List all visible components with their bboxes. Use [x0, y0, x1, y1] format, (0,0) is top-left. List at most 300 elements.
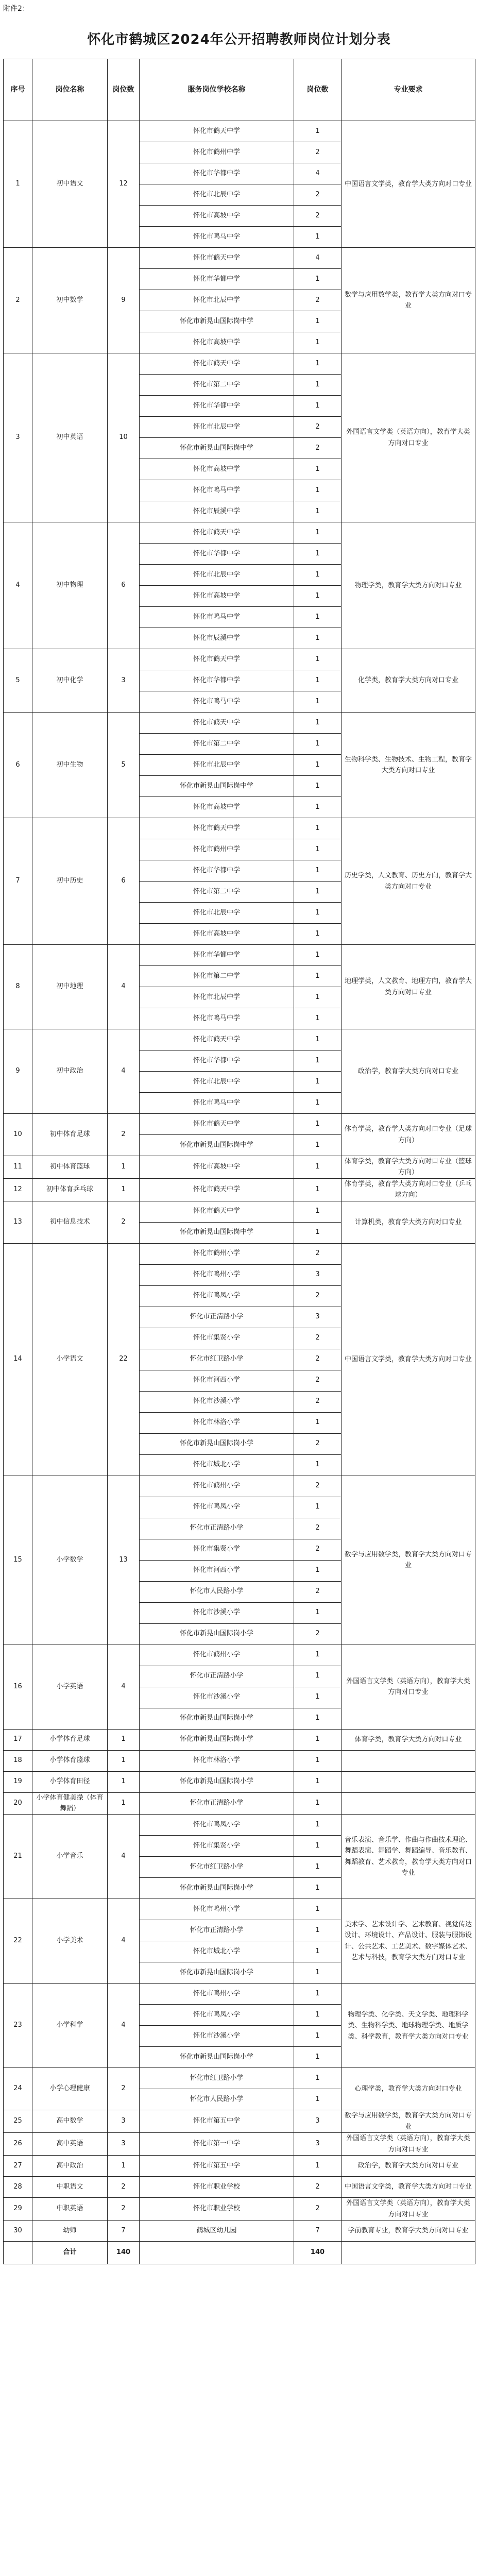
school-count-cell: 2 — [294, 184, 342, 206]
school-name-cell: 怀化市辰溪中学 — [140, 501, 294, 522]
post-name-cell: 初中化学 — [32, 649, 108, 713]
school-name-cell: 怀化市鹤天中学 — [140, 1114, 294, 1135]
school-name-cell: 怀化市北辰中学 — [140, 987, 294, 1008]
school-name-cell: 怀化市林洛小学 — [140, 1412, 294, 1433]
table-row — [4, 1771, 475, 1792]
school-name-cell: 怀化市鹤天中学 — [140, 818, 294, 839]
school-count-cell: 1 — [294, 966, 342, 987]
seq-cell: 2 — [4, 248, 32, 353]
table-row — [4, 2110, 475, 2133]
school-count-cell: 1 — [294, 353, 342, 375]
post-count-cell: 3 — [108, 2110, 140, 2133]
school-name-cell: 怀化市人民路小学 — [140, 1581, 294, 1602]
school-name-cell: 怀化市华都中学 — [140, 670, 294, 691]
school-name-cell: 怀化市正清路小学 — [140, 1920, 294, 1941]
post-name-cell: 小学体育健美操（体育舞蹈） — [32, 1792, 108, 1815]
school-count-cell: 2 — [294, 1243, 342, 1264]
school-count-cell: 1 — [294, 776, 342, 797]
school-name-cell: 怀化市鹤天中学 — [140, 522, 294, 544]
school-name-cell: 怀化市红卫路小学 — [140, 1857, 294, 1878]
school-count-cell: 2 — [294, 438, 342, 459]
school-count-cell: 3 — [294, 1264, 342, 1285]
post-count-cell: 1 — [108, 1178, 140, 1201]
school-name-cell: 怀化市鸣马中学 — [140, 1093, 294, 1114]
footer-label: 合计 — [32, 2241, 108, 2264]
post-name-cell: 小学心理健康 — [32, 2068, 108, 2110]
school-name-cell: 鹤城区幼儿园 — [140, 2220, 294, 2241]
school-count-cell: 1 — [294, 1412, 342, 1433]
post-count-cell: 13 — [108, 1476, 140, 1645]
school-count-cell: 1 — [294, 1050, 342, 1072]
footer-seq-cell — [4, 2241, 32, 2264]
post-count-cell: 7 — [108, 2220, 140, 2241]
school-name-cell: 怀化市鸣凤小学 — [140, 1497, 294, 1518]
attachment-label: 附件2： — [3, 5, 29, 13]
school-name-cell: 怀化市鹤天中学 — [140, 1201, 294, 1222]
table-row — [4, 1645, 475, 1666]
school-name-cell: 怀化市城北小学 — [140, 1941, 294, 1962]
school-name-cell: 怀化市第二中学 — [140, 375, 294, 396]
school-count-cell: 3 — [294, 1307, 342, 1328]
post-count-cell: 4 — [108, 1029, 140, 1114]
school-count-cell: 2 — [294, 206, 342, 227]
seq-cell: 30 — [4, 2220, 32, 2241]
school-count-cell: 3 — [294, 2133, 342, 2156]
post-name-cell: 小学体育田径 — [32, 1771, 108, 1792]
post-name-cell: 中职语文 — [32, 2177, 108, 2198]
requirement-cell: 外国语言文学类（英语方向），教育学大类方向对口专业 — [342, 353, 475, 522]
header-requirement: 专业要求 — [342, 59, 475, 121]
requirement-cell — [342, 1792, 475, 1815]
school-count-cell: 1 — [294, 924, 342, 945]
table-body — [4, 121, 475, 2242]
post-count-cell: 5 — [108, 713, 140, 818]
post-name-cell: 初中政治 — [32, 1029, 108, 1114]
table-row — [4, 1201, 475, 1222]
school-count-cell: 4 — [294, 163, 342, 184]
post-name-cell: 小学音乐 — [32, 1815, 108, 1899]
seq-cell: 9 — [4, 1029, 32, 1114]
school-name-cell: 怀化市鹤天中学 — [140, 1178, 294, 1201]
school-count-cell: 1 — [294, 1899, 342, 1920]
school-name-cell: 怀化市华都中学 — [140, 163, 294, 184]
school-count-cell: 1 — [294, 670, 342, 691]
seq-cell: 21 — [4, 1815, 32, 1899]
requirement-cell: 外国语言文学类（英语方向），教育学大类方向对口专业 — [342, 1645, 475, 1729]
post-count-cell: 1 — [108, 1156, 140, 1179]
school-count-cell: 1 — [294, 607, 342, 628]
table-row — [4, 1156, 475, 1179]
post-name-cell: 初中历史 — [32, 818, 108, 945]
post-count-cell: 4 — [108, 1815, 140, 1899]
seq-cell: 23 — [4, 1984, 32, 2068]
school-name-cell: 怀化市沙溪小学 — [140, 1602, 294, 1623]
post-count-cell: 1 — [108, 1729, 140, 1750]
table-row — [4, 2198, 475, 2221]
school-count-cell: 2 — [294, 1623, 342, 1645]
school-name-cell: 怀化市华都中学 — [140, 945, 294, 966]
school-name-cell: 怀化市华都中学 — [140, 544, 294, 565]
post-count-cell: 12 — [108, 121, 140, 248]
school-count-cell: 2 — [294, 1391, 342, 1412]
document-title: 怀化市鹤城区2024年公开招聘教师岗位计划分表 — [87, 32, 391, 47]
school-name-cell: 怀化市辰溪中学 — [140, 628, 294, 649]
table-row — [4, 2177, 475, 2198]
school-count-cell: 1 — [294, 1962, 342, 1984]
school-count-cell: 2 — [294, 1476, 342, 1497]
header-school-count: 岗位数 — [294, 59, 342, 121]
post-count-cell: 6 — [108, 818, 140, 945]
school-name-cell: 怀化市职业学校 — [140, 2198, 294, 2221]
table-footer-row — [4, 2241, 475, 2264]
table-row — [4, 248, 475, 269]
school-count-cell: 1 — [294, 544, 342, 565]
requirement-cell: 数学与应用数学类，教育学大类方向对口专业 — [342, 2110, 475, 2133]
school-count-cell: 1 — [294, 1941, 342, 1962]
school-name-cell: 怀化市第二中学 — [140, 966, 294, 987]
school-name-cell: 怀化市新晃山国际岗中学 — [140, 776, 294, 797]
requirement-cell: 中国语言文学类，教育学大类方向对口专业 — [342, 1243, 475, 1476]
school-count-cell: 1 — [294, 628, 342, 649]
post-name-cell: 高中政治 — [32, 2156, 108, 2177]
school-name-cell: 怀化市第二中学 — [140, 734, 294, 755]
post-name-cell: 初中英语 — [32, 353, 108, 522]
post-name-cell: 小学体育篮球 — [32, 1750, 108, 1771]
school-name-cell: 怀化市林洛小学 — [140, 1750, 294, 1771]
school-count-cell: 1 — [294, 1454, 342, 1476]
post-count-cell: 3 — [108, 2133, 140, 2156]
post-count-cell: 4 — [108, 1899, 140, 1984]
requirement-cell: 化学类，教育学大类方向对口专业 — [342, 649, 475, 713]
post-name-cell: 初中体育乒乓球 — [32, 1178, 108, 1201]
table-header-row — [4, 59, 475, 121]
school-name-cell: 怀化市鸣州小学 — [140, 1264, 294, 1285]
post-count-cell: 2 — [108, 1114, 140, 1156]
table-row — [4, 2133, 475, 2156]
post-count-cell: 1 — [108, 1771, 140, 1792]
school-name-cell: 怀化市鹤天中学 — [140, 1029, 294, 1050]
school-name-cell: 怀化市新晃山国际岗中学 — [140, 438, 294, 459]
school-count-cell: 2 — [294, 290, 342, 311]
seq-cell: 5 — [4, 649, 32, 713]
school-count-cell: 2 — [294, 142, 342, 163]
requirement-cell: 历史学类，人文教育、历史方向，教育学大类方向对口专业 — [342, 818, 475, 945]
school-name-cell: 怀化市新晃山国际岗小学 — [140, 1433, 294, 1454]
school-count-cell: 1 — [294, 1645, 342, 1666]
header-post: 岗位名称 — [32, 59, 108, 121]
seq-cell: 25 — [4, 2110, 32, 2133]
school-name-cell: 怀化市鹤州小学 — [140, 1476, 294, 1497]
school-name-cell: 怀化市高坡中学 — [140, 1156, 294, 1179]
post-count-cell: 10 — [108, 353, 140, 522]
school-name-cell: 怀化市正清路小学 — [140, 1666, 294, 1687]
school-name-cell: 怀化市新晃山国际岗中学 — [140, 1135, 294, 1156]
seq-cell: 15 — [4, 1476, 32, 1645]
header-seq: 序号 — [4, 59, 32, 121]
school-name-cell: 怀化市新晃山国际岗中学 — [140, 311, 294, 332]
requirement-cell: 物理学类、化学类、天文学类、地理科学类、生物科学类、地球物理学类、地质学类、科学教育，教育学大类方向对口专业 — [342, 1984, 475, 2068]
school-name-cell: 怀化市正清路小学 — [140, 1792, 294, 1815]
table-row — [4, 818, 475, 839]
school-count-cell: 1 — [294, 1687, 342, 1708]
school-count-cell: 1 — [294, 1093, 342, 1114]
school-count-cell: 1 — [294, 1920, 342, 1941]
post-name-cell: 初中物理 — [32, 522, 108, 649]
school-count-cell: 2 — [294, 1285, 342, 1307]
school-count-cell: 1 — [294, 797, 342, 818]
school-name-cell: 怀化市新晃山国际岗中学 — [140, 1222, 294, 1243]
post-name-cell: 高中数学 — [32, 2110, 108, 2133]
table-row — [4, 2220, 475, 2241]
post-name-cell: 初中语文 — [32, 121, 108, 248]
post-name-cell: 初中信息技术 — [32, 1201, 108, 1243]
school-count-cell: 1 — [294, 1708, 342, 1729]
school-name-cell: 怀化市华都中学 — [140, 269, 294, 290]
school-name-cell: 怀化市集贤小学 — [140, 1328, 294, 1349]
school-name-cell: 怀化市沙溪小学 — [140, 1391, 294, 1412]
school-count-cell: 2 — [294, 1539, 342, 1560]
school-name-cell: 怀化市鸣州小学 — [140, 1984, 294, 2005]
school-count-cell: 1 — [294, 501, 342, 522]
school-count-cell: 1 — [294, 987, 342, 1008]
table-row — [4, 522, 475, 544]
school-count-cell: 1 — [294, 1222, 342, 1243]
seq-cell: 8 — [4, 945, 32, 1029]
school-count-cell: 1 — [294, 227, 342, 248]
table-row — [4, 1029, 475, 1050]
seq-cell: 12 — [4, 1178, 32, 1201]
table-row — [4, 1114, 475, 1135]
school-count-cell: 1 — [294, 1792, 342, 1815]
school-name-cell: 怀化市红卫路小学 — [140, 2068, 294, 2089]
seq-cell: 6 — [4, 713, 32, 818]
table-row — [4, 1750, 475, 1771]
seq-cell: 11 — [4, 1156, 32, 1179]
school-count-cell: 1 — [294, 945, 342, 966]
requirement-cell — [342, 1750, 475, 1771]
school-name-cell: 怀化市鸣凤小学 — [140, 2005, 294, 2026]
post-name-cell: 初中生物 — [32, 713, 108, 818]
school-count-cell: 1 — [294, 1666, 342, 1687]
school-count-cell: 1 — [294, 1984, 342, 2005]
seq-cell: 10 — [4, 1114, 32, 1156]
school-count-cell: 4 — [294, 248, 342, 269]
post-count-cell: 1 — [108, 1750, 140, 1771]
seq-cell: 29 — [4, 2198, 32, 2221]
post-name-cell: 小学科学 — [32, 1984, 108, 2068]
school-name-cell: 怀化市高坡中学 — [140, 332, 294, 353]
school-count-cell: 2 — [294, 2177, 342, 2198]
post-name-cell: 小学美术 — [32, 1899, 108, 1984]
school-count-cell: 1 — [294, 480, 342, 501]
school-count-cell: 1 — [294, 1771, 342, 1792]
school-name-cell: 怀化市北辰中学 — [140, 903, 294, 924]
school-name-cell: 怀化市华都中学 — [140, 1050, 294, 1072]
post-name-cell: 幼师 — [32, 2220, 108, 2241]
school-count-cell: 1 — [294, 565, 342, 586]
school-count-cell: 2 — [294, 417, 342, 438]
table-row — [4, 353, 475, 375]
school-name-cell: 怀化市沙溪小学 — [140, 2026, 294, 2047]
school-count-cell: 1 — [294, 1750, 342, 1771]
school-name-cell: 怀化市新晃山国际岗小学 — [140, 1708, 294, 1729]
requirement-cell: 外国语言文学类（英语方向），教育学大类方向对口专业 — [342, 2198, 475, 2221]
school-name-cell: 怀化市鹤天中学 — [140, 713, 294, 734]
table-row — [4, 1178, 475, 1201]
school-count-cell: 1 — [294, 2026, 342, 2047]
post-name-cell: 中职英语 — [32, 2198, 108, 2221]
seq-cell: 28 — [4, 2177, 32, 2198]
school-count-cell: 2 — [294, 1518, 342, 1539]
table-row — [4, 713, 475, 734]
school-count-cell: 1 — [294, 1135, 342, 1156]
school-name-cell: 怀化市华都中学 — [140, 860, 294, 882]
school-count-cell: 1 — [294, 882, 342, 903]
seq-cell: 19 — [4, 1771, 32, 1792]
requirement-cell: 政治学，教育学大类方向对口专业 — [342, 2156, 475, 2177]
header-school: 服务岗位学校名称 — [140, 59, 294, 121]
post-count-cell: 4 — [108, 1984, 140, 2068]
school-name-cell: 怀化市新晃山国际岗小学 — [140, 1729, 294, 1750]
header-post-count: 岗位数 — [108, 59, 140, 121]
school-count-cell: 2 — [294, 1433, 342, 1454]
table-row — [4, 649, 475, 670]
requirement-cell: 外国语言文学类（英语方向），教育学大类方向对口专业 — [342, 2133, 475, 2156]
school-name-cell: 怀化市鸣州小学 — [140, 1899, 294, 1920]
school-name-cell: 怀化市新晃山国际岗小学 — [140, 1878, 294, 1899]
school-count-cell: 1 — [294, 1602, 342, 1623]
school-name-cell: 怀化市第二中学 — [140, 882, 294, 903]
school-name-cell: 怀化市鸣马中学 — [140, 1008, 294, 1029]
school-count-cell: 1 — [294, 375, 342, 396]
school-count-cell: 1 — [294, 1857, 342, 1878]
school-count-cell: 1 — [294, 2047, 342, 2068]
post-count-cell: 4 — [108, 1645, 140, 1729]
seq-cell: 16 — [4, 1645, 32, 1729]
post-name-cell: 高中英语 — [32, 2133, 108, 2156]
table-row — [4, 121, 475, 142]
school-name-cell: 怀化市鸣凤小学 — [140, 1815, 294, 1836]
school-name-cell: 怀化市新晃山国际岗小学 — [140, 2047, 294, 2068]
table-row — [4, 1899, 475, 1920]
school-name-cell: 怀化市北辰中学 — [140, 290, 294, 311]
school-count-cell: 1 — [294, 396, 342, 417]
school-name-cell: 怀化市河西小学 — [140, 1560, 294, 1581]
school-count-cell: 1 — [294, 522, 342, 544]
seq-cell: 1 — [4, 121, 32, 248]
table-row — [4, 945, 475, 966]
table-row — [4, 1984, 475, 2005]
seq-cell: 22 — [4, 1899, 32, 1984]
school-name-cell: 怀化市红卫路小学 — [140, 1349, 294, 1370]
school-count-cell: 1 — [294, 2068, 342, 2089]
requirement-cell: 美术学、艺术设计学、艺术教育、视觉传达设计、环境设计、产品设计、服装与服饰设计、公共艺术、工艺美术、数字媒体艺术、艺术与科技，教育学大类方向对口专业 — [342, 1899, 475, 1984]
post-count-cell: 2 — [108, 1201, 140, 1243]
school-count-cell: 1 — [294, 1201, 342, 1222]
school-name-cell: 怀化市高坡中学 — [140, 797, 294, 818]
requirement-cell: 中国语言文学类，教育学大类方向对口专业 — [342, 121, 475, 248]
school-count-cell: 3 — [294, 2110, 342, 2133]
school-count-cell: 1 — [294, 121, 342, 142]
seq-cell: 3 — [4, 353, 32, 522]
school-count-cell: 1 — [294, 459, 342, 480]
school-count-cell: 1 — [294, 1072, 342, 1093]
school-name-cell: 怀化市鸣马中学 — [140, 607, 294, 628]
seq-cell: 20 — [4, 1792, 32, 1815]
school-count-cell: 2 — [294, 2198, 342, 2221]
school-name-cell: 怀化市鹤天中学 — [140, 353, 294, 375]
school-count-cell: 2 — [294, 1370, 342, 1391]
seq-cell: 18 — [4, 1750, 32, 1771]
requirement-cell: 体育学类，教育学大类方向对口专业（乒乓球方向） — [342, 1178, 475, 1201]
school-name-cell: 怀化市北辰中学 — [140, 1072, 294, 1093]
school-name-cell: 怀化市第五中学 — [140, 2156, 294, 2177]
school-count-cell: 2 — [294, 1581, 342, 1602]
post-name-cell: 小学体育足球 — [32, 1729, 108, 1750]
requirement-cell: 地理学类，人文教育、地理方向，教育学大类方向对口专业 — [342, 945, 475, 1029]
school-name-cell: 怀化市鹤天中学 — [140, 121, 294, 142]
school-count-cell: 7 — [294, 2220, 342, 2241]
requirement-cell: 数学与应用数学类，教育学大类方向对口专业 — [342, 248, 475, 353]
school-name-cell: 怀化市新晃山国际岗小学 — [140, 1623, 294, 1645]
school-name-cell: 怀化市鹤州中学 — [140, 839, 294, 860]
footer-req-cell — [342, 2241, 475, 2264]
post-name-cell: 小学英语 — [32, 1645, 108, 1729]
school-name-cell: 怀化市河西小学 — [140, 1370, 294, 1391]
school-name-cell: 怀化市新晃山国际岗小学 — [140, 1771, 294, 1792]
footer-total-posts: 140 — [108, 2241, 140, 2264]
table-row — [4, 1792, 475, 1815]
school-name-cell: 怀化市鸣凤小学 — [140, 1285, 294, 1307]
school-count-cell: 1 — [294, 1029, 342, 1050]
school-name-cell: 怀化市鹤州中学 — [140, 142, 294, 163]
post-name-cell: 初中体育足球 — [32, 1114, 108, 1156]
school-name-cell: 怀化市正清路小学 — [140, 1518, 294, 1539]
post-name-cell: 初中地理 — [32, 945, 108, 1029]
school-name-cell: 怀化市北辰中学 — [140, 184, 294, 206]
post-count-cell: 1 — [108, 2156, 140, 2177]
seq-cell: 17 — [4, 1729, 32, 1750]
post-count-cell: 6 — [108, 522, 140, 649]
table-row — [4, 1815, 475, 1836]
school-count-cell: 2 — [294, 1328, 342, 1349]
school-count-cell: 1 — [294, 903, 342, 924]
school-name-cell: 怀化市人民路小学 — [140, 2089, 294, 2110]
table-row — [4, 1729, 475, 1750]
school-name-cell: 怀化市鸣马中学 — [140, 227, 294, 248]
requirement-cell — [342, 1771, 475, 1792]
requirement-cell: 学前教育专业，教育学大类方向对口专业 — [342, 2220, 475, 2241]
school-count-cell: 1 — [294, 839, 342, 860]
post-name-cell: 小学语文 — [32, 1243, 108, 1476]
seq-cell: 26 — [4, 2133, 32, 2156]
school-name-cell: 怀化市第五中学 — [140, 2110, 294, 2133]
school-count-cell: 1 — [294, 1114, 342, 1135]
seq-cell: 24 — [4, 2068, 32, 2110]
requirement-cell: 数学与应用数学类，教育学大类方向对口专业 — [342, 1476, 475, 1645]
school-name-cell: 怀化市集贤小学 — [140, 1836, 294, 1857]
school-name-cell: 怀化市第一中学 — [140, 2133, 294, 2156]
school-count-cell: 1 — [294, 586, 342, 607]
school-count-cell: 1 — [294, 1878, 342, 1899]
school-count-cell: 1 — [294, 713, 342, 734]
post-count-cell: 2 — [108, 2198, 140, 2221]
school-count-cell: 1 — [294, 1836, 342, 1857]
school-name-cell: 怀化市城北小学 — [140, 1454, 294, 1476]
post-count-cell: 9 — [108, 248, 140, 353]
seq-cell: 7 — [4, 818, 32, 945]
school-count-cell: 1 — [294, 1729, 342, 1750]
